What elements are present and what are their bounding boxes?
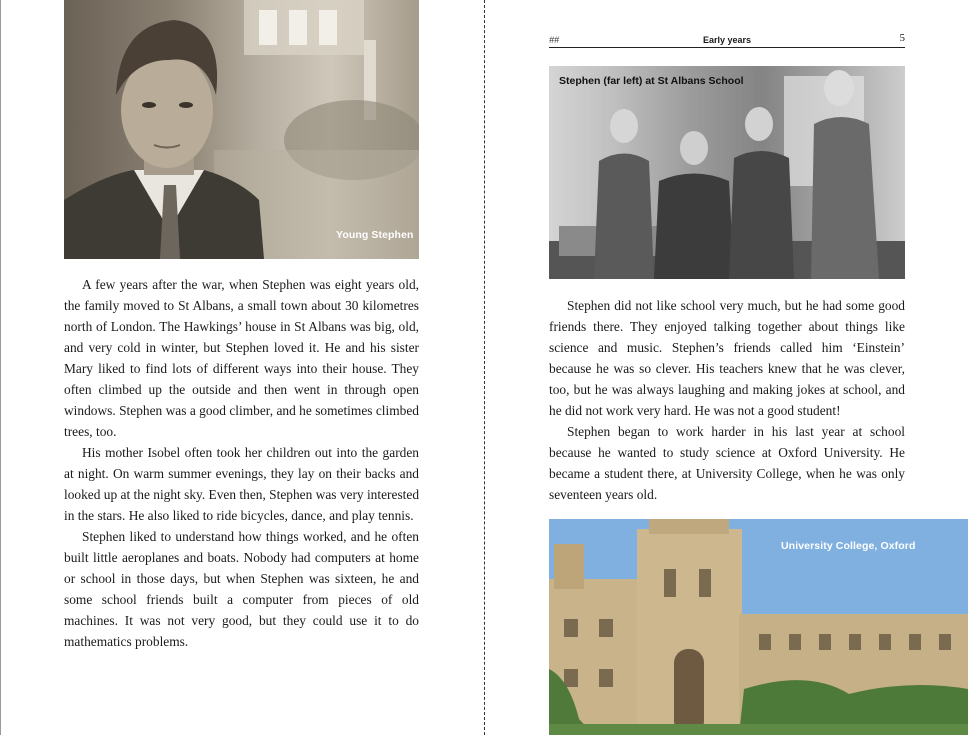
paragraph: A few years after the war, when Stephen was eight years old, the family moved to St Albans, a small town about 30 kilometres north of London. The Hawkings’ house in St Albans was big, old, and very cold in winter, but Stephen loved it. He and his sister Mary liked to find lots of different ways into their house. They often climbed up the outside and then went in through open windows. Stephen was a good climber, and he sometimes climbed trees, too. bbox=[64, 277, 419, 439]
young-stephen-illustration bbox=[64, 0, 419, 259]
paragraph: Stephen did not like school very much, but he had some good friends there. They enjoyed talking together about things like science and music. Stephen’s friends called him ‘Einstein’ because he was so clever. His teachers knew that he was clever, too, but he was always laughing and making jokes at school, and he did not work very hard. He was not a good student! bbox=[549, 298, 905, 418]
young-stephen-photo bbox=[64, 0, 419, 259]
paragraph: Stephen liked to understand how things worked, and he often built little aeroplanes and boats. Nobody had computers at home or school in those days, but when Stephen was sixteen, he and some school friends built a computer from pieces of old machines. It was not very good, but they could use it to do mathematics problems. bbox=[64, 529, 419, 649]
school-photo bbox=[549, 66, 905, 279]
book-gutter bbox=[484, 0, 485, 735]
chapter-title: Early years bbox=[702, 35, 752, 45]
running-head-marker: ## bbox=[549, 35, 560, 45]
photo-caption: University College, Oxford bbox=[781, 540, 916, 552]
page-number: 5 bbox=[899, 32, 905, 44]
school-boys-illustration bbox=[549, 66, 905, 279]
left-page-text bbox=[64, 274, 419, 652]
paragraph: His mother Isobel often took her children out into the garden at night. On warm summer evenings, they lay on their backs and looked up at the night sky. Even then, Stephen was very interested in the stars. He also liked to ride bicycles, dance, and play tennis. bbox=[64, 445, 420, 523]
photo-caption: Young Stephen bbox=[336, 229, 414, 241]
page-edge bbox=[0, 0, 1, 735]
right-page-text bbox=[549, 295, 905, 505]
running-head bbox=[549, 34, 905, 48]
paragraph: Stephen began to work harder in his last year at school because he wanted to study science at Oxford University. He became a student there, at University College, when he was only seventeen years old. bbox=[549, 424, 905, 502]
photo-caption: Stephen (far left) at St Albans School bbox=[559, 75, 744, 87]
university-college-photo bbox=[549, 519, 968, 735]
